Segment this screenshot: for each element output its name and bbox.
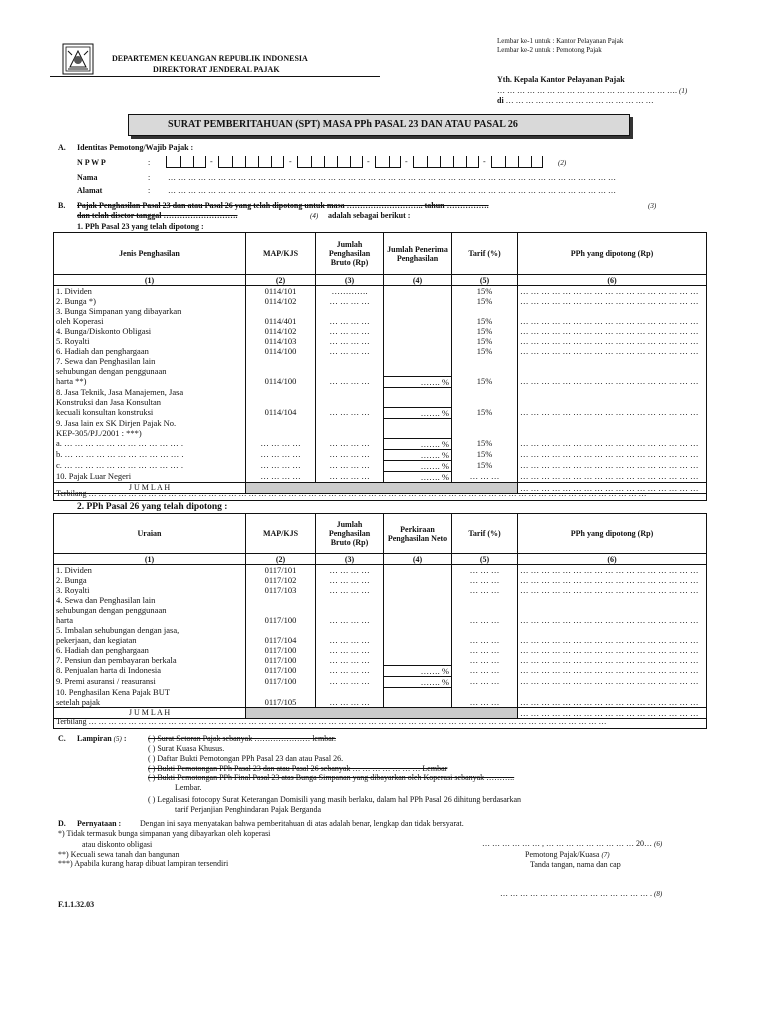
footnote-1: *) Tidak termasuk bunga simpanan yang dibayarkan oleh koperasi <box>58 829 271 838</box>
table-cell: 0114/102 <box>246 296 316 306</box>
table-cell[interactable]: … … … … … … … … … … … … … … … … … <box>518 565 707 576</box>
table-cell[interactable]: … … … … <box>316 697 384 708</box>
table-cell[interactable]: … … … … <box>316 615 384 625</box>
lampiran-item-6b: tarif Perjanjian Penghindaran Pajak Berganda <box>175 805 322 814</box>
table-cell[interactable]: … … … … <box>316 645 384 655</box>
table-cell: 9. Premi asuransi / reasuransi <box>54 676 246 687</box>
table-cell: sehubungan dengan penggunaan <box>54 366 246 376</box>
table-row <box>54 418 707 428</box>
table-cell: 4. Sewa dan Penghasilan lain <box>54 595 246 605</box>
table-cell[interactable] <box>316 605 384 615</box>
table-cell[interactable] <box>518 595 707 605</box>
table-cell: ……. % <box>384 376 452 387</box>
table-cell <box>452 306 518 316</box>
table-row <box>54 387 707 397</box>
table-cell <box>384 615 452 625</box>
table-cell[interactable]: … … … … … … … … … … … … … … … … … <box>518 676 707 687</box>
table-cell: … … … <box>452 655 518 665</box>
table-cell: … … … <box>452 645 518 655</box>
table-cell[interactable]: … … … … … … … … … … … … … … … … … <box>518 316 707 326</box>
table-cell <box>246 366 316 376</box>
nama-field[interactable]: … … … … … … … … … … … … … … … … … … … … … … … … … … … … … … … … … … … … … … … … … … … … … <box>168 173 616 182</box>
footnote-1b: atau diskonto obligasi <box>82 840 153 849</box>
table-cell[interactable]: … … … … … … … … … … … … … … … … … <box>518 697 707 708</box>
table-row <box>54 438 707 449</box>
table-cell <box>384 366 452 376</box>
footnote-3: ***) Apabila kurang harap dibuat lampiran tersendiri <box>58 859 229 868</box>
table-row <box>54 296 707 306</box>
table-cell: … … … … <box>246 438 316 449</box>
table-cell: 0114/104 <box>246 407 316 418</box>
table-cell[interactable] <box>316 687 384 697</box>
table-cell: c. … … … … … … … … … … … . <box>54 460 246 471</box>
table-cell[interactable]: … … … … … … … … … … … … … … … … … <box>518 655 707 665</box>
form-title: SURAT PEMBERITAHUAN (SPT) MASA PPh PASAL 23 DAN ATAU PASAL 26 <box>168 119 518 130</box>
table-cell: 6. Hadiah dan penghargaan <box>54 645 246 655</box>
table-row <box>54 336 707 346</box>
table-row <box>54 605 707 615</box>
table-cell: 6. Hadiah dan penghargaan <box>54 346 246 356</box>
table-row <box>54 376 707 387</box>
table-cell <box>384 356 452 366</box>
table-cell: 7. Sewa dan Penghasilan lain <box>54 356 246 366</box>
table-row <box>54 346 707 356</box>
table-cell: 15% <box>452 296 518 306</box>
lampiran-item-5[interactable]: ( ) Bukti Pemotongan PPh Final Pasal 23 atas Bunga Simpanan yang dibayarkan oleh Koperasi sebanyak ……….. <box>148 773 515 782</box>
table-cell[interactable]: … … … … … … … … … … … … … … … … … <box>518 346 707 356</box>
table-cell <box>384 635 452 645</box>
table2-caption: 2. PPh Pasal 26 yang telah dipotong : <box>77 502 228 512</box>
table-cell[interactable]: … … … … <box>316 316 384 326</box>
table-cell: 3. Bunga Simpanan yang dibayarkan <box>54 306 246 316</box>
table-cell: harta <box>54 615 246 625</box>
table-row <box>54 460 707 471</box>
table-cell: 8. Penjualan harta di Indonesia <box>54 665 246 676</box>
table-cell: … … … <box>452 676 518 687</box>
npwp-box-3[interactable] <box>297 156 363 168</box>
npwp-box-6[interactable] <box>491 156 543 168</box>
table-cell: ……. % <box>384 471 452 482</box>
table-cell[interactable]: … … … … <box>316 449 384 460</box>
alamat-label: Alamat <box>77 186 103 195</box>
table-row <box>54 615 707 625</box>
table1-total-value: … … … … … … … … … … … … … … … … … <box>518 482 707 493</box>
addressee-di: di … … … … … … … … … … … … … … … <box>497 96 654 105</box>
table-cell[interactable] <box>518 366 707 376</box>
table-cell: Konstruksi dan Jasa Konsultan <box>54 397 246 407</box>
table-cell: 0114/100 <box>246 376 316 387</box>
table-row <box>54 471 707 482</box>
table-cell: ……. % <box>384 676 452 687</box>
table-cell <box>384 418 452 428</box>
table-row <box>54 428 707 438</box>
table1-caption: 1. PPh Pasal 23 yang telah dipotong : <box>77 222 204 231</box>
agency-line2: DIREKTORAT JENDERAL PAJAK <box>153 65 280 74</box>
table-row <box>54 585 707 595</box>
table-cell[interactable]: … … … … <box>316 296 384 306</box>
table-cell: 15% <box>452 286 518 297</box>
table-cell[interactable]: … … … … … … … … … … … … … … … … … <box>518 438 707 449</box>
table-cell[interactable]: … … … … … … … … … … … … … … … … … <box>518 376 707 387</box>
table-cell[interactable] <box>316 428 384 438</box>
section-a-label: A. <box>58 143 66 152</box>
table-cell: … … … … <box>246 471 316 482</box>
table-row <box>54 625 707 635</box>
table-cell: 15% <box>452 460 518 471</box>
section-b-line2: dan telah disetor tanggal ………………………. <box>77 211 238 220</box>
table-cell[interactable] <box>518 625 707 635</box>
table-row <box>54 306 707 316</box>
table-cell[interactable]: … … … … <box>316 376 384 387</box>
npwp-box-4[interactable] <box>375 156 401 168</box>
table-cell: 0117/100 <box>246 615 316 625</box>
table-cell <box>246 387 316 397</box>
statement-text: Dengan ini saya menyatakan bahwa pemberitahuan di atas adalah benar, lengkap dan tidak bersyarat. <box>140 819 464 828</box>
lampiran-item-6[interactable]: ( ) Legalisasi fotocopy Surat Keterangan Domisili yang masih berlaku, dalam hal PPh Pasal 26 dihitung berdasarkan <box>148 795 522 804</box>
section-c-title: Lampiran (5) : <box>77 734 127 743</box>
table-row <box>54 449 707 460</box>
table-cell: KEP-305/PJ./2001 : ***) <box>54 428 246 438</box>
table-cell: 15% <box>452 438 518 449</box>
table-cell[interactable]: … … … … … … … … … … … … … … … … … <box>518 296 707 306</box>
table-cell: 4. Bunga/Diskonto Obligasi <box>54 326 246 336</box>
table-cell[interactable]: … … … … … … … … … … … … … … … … … <box>518 407 707 418</box>
sign-note: Tanda tangan, nama dan cap <box>530 860 621 869</box>
table-cell: … … … … <box>246 460 316 471</box>
section-b-line2b: adalah sebagai berikut : <box>328 211 411 220</box>
table-cell[interactable]: … … … … <box>316 326 384 336</box>
table-cell <box>246 595 316 605</box>
table-row <box>54 676 707 687</box>
section-c-label: C. <box>58 734 66 743</box>
table1-terbilang[interactable]: Terbilang … … … … … … … … … … … … … … … … … … … … … … … … … … … … … … … … … … … … … … … … … … … … … … … … … … … … … … … … <box>56 489 647 498</box>
agency-line1: DEPARTEMEN KEUANGAN REPUBLIK INDONESIA <box>112 54 308 63</box>
table-cell: kecuali konsultan konstruksi <box>54 407 246 418</box>
table-cell[interactable] <box>518 687 707 697</box>
table-cell[interactable]: … … … … … … … … … … … … … … … … … <box>518 286 707 297</box>
table-cell[interactable]: … … … … … … … … … … … … … … … … … <box>518 575 707 585</box>
table-cell[interactable]: … … … … <box>316 460 384 471</box>
table-cell: 1. Dividen <box>54 565 246 576</box>
table-cell: ……. % <box>384 407 452 418</box>
table-cell <box>246 605 316 615</box>
table-cell: 15% <box>452 336 518 346</box>
table-cell[interactable]: … … … … … … … … … … … … … … … … … <box>518 665 707 676</box>
table2-total-value: … … … … … … … … … … … … … … … … … <box>518 708 707 719</box>
table-cell <box>452 387 518 397</box>
table-cell <box>246 687 316 697</box>
table-cell: sehubungan dengan penggunaan <box>54 605 246 615</box>
table-cell: … … … … <box>246 449 316 460</box>
table-cell <box>384 585 452 595</box>
table-cell: 0114/100 <box>246 346 316 356</box>
lampiran-item-3[interactable]: ( ) Daftar Bukti Pemotongan PPh Pasal 23 dan atau Pasal 26. <box>148 754 344 763</box>
table-cell[interactable] <box>316 595 384 605</box>
table-row <box>54 595 707 605</box>
ministry-emblem-logo <box>62 43 94 75</box>
table-cell: harta **) <box>54 376 246 387</box>
npwp-label: N P W P <box>77 158 106 167</box>
table-cell <box>384 428 452 438</box>
nama-label: Nama <box>77 173 98 182</box>
table-cell: … … … <box>452 665 518 676</box>
table-cell: 15% <box>452 346 518 356</box>
table-cell: 0114/103 <box>246 336 316 346</box>
table-cell[interactable]: … … … … … … … … … … … … … … … … … <box>518 585 707 595</box>
table-row <box>54 407 707 418</box>
table-row <box>54 655 707 665</box>
table-cell: … … … <box>452 635 518 645</box>
table-row <box>54 697 707 708</box>
table-cell <box>452 687 518 697</box>
table-cell: ……. % <box>384 665 452 676</box>
table-cell: … … … <box>452 615 518 625</box>
table-cell: 7. Pensiun dan pembayaran berkala <box>54 655 246 665</box>
lampiran-item-4[interactable]: ( ) Bukti Pemotongan PPh Pasal 23 dan atau Pasal 26 sebanyak … … … … … … … Lembar <box>148 764 448 773</box>
pph23-table: Jenis Penghasilan MAP/KJS Jumlah Penghasilan Bruto (Rp) Jumlah Penerima Penghasilan Tarif (%) PPh yang dipotong (Rp) (1) (2) (3) (4) (5) (6) 1. Dividen 0114/101 …………. 15% … … … … … … … … … … … … … … … … … 2. Bunga *) 0114/102 … … … … 15% … … … … … … … … … … … … … … … … … 3. Bunga Simpanan yang dibayarkan oleh Koperasi 0114/401 … … … … 15% … … … … … … … … … … … … … … … … … 4. Bunga/Diskonto Obligasi 0114/102 … … … … 15% … … … … … … … … … … … … … … … … … 5. Royalti 0114/103 … … … … 15% … … … … … … … … … … … … … … … … … 6. Hadiah dan penghargaan 0114/100 … … … … 15% … … … … … … … … … … … … … … … … … 7. Sewa dan Penghasilan lain sehubungan dengan penggunaan harta **) 0114/100 … … … … ……. % 15% … … … … … … … … … … … … … … … … … 8. Jasa Teknik, Jasa Manajemen, Jasa Konstruksi dan Jasa Konsultan kecuali konsultan konstruksi 0114/104 … … … … ……. % 15% … … … … … … … … … … … … … … … … … 9. Jasa lain ex SK Dirjen Pajak No. KEP-305/PJ./2001 : ***) a. … … … … … … … … … … … . … … … … … … … … ……. % 15% … … … … … … … … … … … … … … … … … b. … … … … … … … … … … … . … … … … … … … … ……. % 15% … … … … … … … … … … … … … … … … … c. … … … … … … … … … … … . … … … … … … … … ……. % 15% … … … … … … … … … … … … … … … … … 10. Pajak Luar Negeri … … … … … … … … ……. % … … … … … … … … … … … … … … … … … … … … J U M L A H … … … … … … … … … … … … … … … … … <box>53 232 707 494</box>
table-cell: 15% <box>452 407 518 418</box>
table-cell: 2. Bunga *) <box>54 296 246 306</box>
table-cell[interactable]: … … … … … … … … … … … … … … … … … <box>518 326 707 336</box>
table-cell: 0114/101 <box>246 286 316 297</box>
table-cell: 5. Royalti <box>54 336 246 346</box>
table-cell[interactable]: … … … … <box>316 575 384 585</box>
section-d-title: Pernyataan : <box>77 819 122 828</box>
table-cell: 0117/100 <box>246 665 316 676</box>
table-cell: … … … <box>452 565 518 576</box>
section-d-label: D. <box>58 819 66 828</box>
table-row <box>54 575 707 585</box>
table-cell <box>246 356 316 366</box>
table-cell: 15% <box>452 326 518 336</box>
table-cell <box>384 595 452 605</box>
table-cell <box>246 397 316 407</box>
table-cell: 8. Jasa Teknik, Jasa Manajemen, Jasa <box>54 387 246 397</box>
table-cell <box>452 356 518 366</box>
table-cell <box>384 687 452 697</box>
npwp-box-5[interactable] <box>413 156 479 168</box>
table-row <box>54 635 707 645</box>
table-cell: pekerjaan, dan kegiatan <box>54 635 246 645</box>
copy-note-2: Lembar ke-2 untuk : Pemotong Pajak <box>497 46 602 54</box>
table-cell[interactable]: … … … … <box>316 438 384 449</box>
table-cell[interactable] <box>316 306 384 316</box>
table-cell: … … … <box>452 585 518 595</box>
table-cell[interactable] <box>316 418 384 428</box>
table-row <box>54 565 707 576</box>
table-cell: 0117/100 <box>246 676 316 687</box>
table-cell <box>384 346 452 356</box>
table-row <box>54 665 707 676</box>
table-cell[interactable]: … … … … <box>316 336 384 346</box>
table-row <box>54 286 707 297</box>
table-cell[interactable]: … … … … … … … … … … … … … … … … … <box>518 336 707 346</box>
table-cell[interactable]: … … … … … … … … … … … … … … … … … <box>518 460 707 471</box>
table-cell[interactable] <box>518 397 707 407</box>
table-cell[interactable]: … … … … <box>316 676 384 687</box>
lampiran-item-2[interactable]: ( ) Surat Kuasa Khusus. <box>148 744 225 753</box>
table-cell[interactable]: … … … … … … … … … … … … … … … … … <box>518 449 707 460</box>
table-row <box>54 645 707 655</box>
table-cell[interactable] <box>518 356 707 366</box>
table-cell <box>452 595 518 605</box>
copy-note-1: Lembar ke-1 untuk : Kantor Pelayanan Pajak <box>497 37 624 45</box>
table-cell[interactable] <box>316 625 384 635</box>
table-cell[interactable] <box>316 366 384 376</box>
table-cell: b. … … … … … … … … … … … . <box>54 449 246 460</box>
table-cell[interactable] <box>316 356 384 366</box>
section-b-label: B. <box>58 201 66 210</box>
table-cell: 0117/101 <box>246 565 316 576</box>
table-cell: 15% <box>452 316 518 326</box>
table-cell[interactable]: … … … … <box>316 346 384 356</box>
npwp-box-2[interactable] <box>218 156 284 168</box>
lampiran-item-5b: Lembar. <box>175 783 202 792</box>
table-cell <box>384 565 452 576</box>
table-cell[interactable]: … … … … … … … … … … … … … … … … … <box>518 645 707 655</box>
table-row <box>54 366 707 376</box>
table-cell: … … … <box>452 575 518 585</box>
table-cell <box>246 306 316 316</box>
table-cell <box>384 316 452 326</box>
table-cell <box>384 655 452 665</box>
table2-terbilang[interactable]: Terbilang … … … … … … … … … … … … … … … … … … … … … … … … … … … … … … … … … … … … … … … … … … … … … … … … … … … … <box>56 717 607 726</box>
table-cell: 15% <box>452 449 518 460</box>
table-cell[interactable]: … … … … <box>316 635 384 645</box>
table-cell: ……. % <box>384 438 452 449</box>
table-cell: 0117/100 <box>246 655 316 665</box>
table-cell[interactable] <box>518 306 707 316</box>
table-cell: 1. Dividen <box>54 286 246 297</box>
table-row <box>54 687 707 697</box>
table-cell[interactable]: … … … … … … … … … … … … … … … … … <box>518 471 707 482</box>
table-cell <box>452 418 518 428</box>
npwp-box-1[interactable] <box>166 156 206 168</box>
footnote-2: **) Kecuali sewa tanah dan bangunan <box>58 850 180 859</box>
table-cell <box>384 625 452 635</box>
table-cell <box>384 697 452 708</box>
table-cell[interactable] <box>316 397 384 407</box>
addressee-title: Yth. Kepala Kantor Pelayanan Pajak <box>497 75 625 84</box>
section-b-line1: Pajak Penghasilan Pasal 23 dan atau Pasal 26 yang telah dipotong untuk masa ……………………….. tahun ……………. <box>77 201 489 210</box>
table-cell: 0117/105 <box>246 697 316 708</box>
table-cell: 0114/102 <box>246 326 316 336</box>
table-row <box>54 316 707 326</box>
table-cell: 3. Royalti <box>54 585 246 595</box>
table-cell[interactable]: …………. <box>316 286 384 297</box>
table-cell <box>452 366 518 376</box>
table-cell <box>384 397 452 407</box>
table-cell: 15% <box>452 376 518 387</box>
table-cell <box>384 296 452 306</box>
table-cell: ……. % <box>384 460 452 471</box>
table-cell <box>246 428 316 438</box>
table-cell <box>384 286 452 297</box>
section-a-title: Identitas Pemotong/Wajib Pajak : <box>77 143 194 152</box>
table-cell[interactable] <box>518 605 707 615</box>
signature-date[interactable]: … … … … … … , … … … … … … … … … 20… (6) <box>482 839 663 848</box>
table-cell <box>384 306 452 316</box>
table-cell <box>384 605 452 615</box>
table-cell: oleh Koperasi <box>54 316 246 326</box>
table-cell[interactable] <box>316 387 384 397</box>
table-cell: 10. Penghasilan Kena Pajak BUT <box>54 687 246 697</box>
table-cell: 0117/102 <box>246 575 316 585</box>
signature-line[interactable]: … … … … … … … … … … … … … … … . (8) <box>500 889 663 898</box>
addressee-dots: … … … … … … … … … … … … … … … … … …. (1) <box>497 86 688 95</box>
table-cell <box>384 326 452 336</box>
table-cell: 0117/103 <box>246 585 316 595</box>
table-cell[interactable]: … … … … <box>316 565 384 576</box>
table-cell[interactable]: … … … … <box>316 655 384 665</box>
table-cell[interactable]: … … … … <box>316 665 384 676</box>
alamat-field[interactable]: … … … … … … … … … … … … … … … … … … … … … … … … … … … … … … … … … … … … … … … … … … … … … <box>168 186 616 195</box>
table-cell: ……. % <box>384 449 452 460</box>
table-cell[interactable] <box>518 418 707 428</box>
table-cell <box>384 336 452 346</box>
table-cell: 5. Imbalan sehubungan dengan jasa, <box>54 625 246 635</box>
table-cell: setelah pajak <box>54 697 246 708</box>
table-cell[interactable] <box>518 428 707 438</box>
table1-total-label: J U M L A H <box>54 482 246 493</box>
table2-total-label: J U M L A H <box>54 708 246 719</box>
table-cell: 2. Bunga <box>54 575 246 585</box>
table-cell <box>452 397 518 407</box>
table-cell: 0117/104 <box>246 635 316 645</box>
table-cell: … … … <box>452 471 518 482</box>
table-cell[interactable] <box>518 387 707 397</box>
table-cell <box>246 625 316 635</box>
pph26-table: Uraian MAP/KJS Jumlah Penghasilan Bruto (Rp) Perkiraan Penghasilan Neto Tarif (%) PPh yang dipotong (Rp) (1) (2) (3) (4) (5) (6) 1. Dividen 0117/101 … … … … … … … … … … … … … … … … … … … … … … … … 2. Bunga 0117/102 … … … … … … … … … … … … … … … … … … … … … … … … 3. Royalti 0117/103 … … … … … … … … … … … … … … … … … … … … … … … … 4. Sewa dan Penghasilan lain sehubungan dengan penggunaan harta 0117/100 … … … … … … … … … … … … … … … … … … … … … … … … 5. Imbalan sehubungan dengan jasa, pekerjaan, dan kegiatan 0117/104 … … … … … … … … … … … … … … … … … … … … … … … … 6. Hadiah dan penghargaan 0117/100 … … … … … … … … … … … … … … … … … … … … … … … … 7. Pensiun dan pembayaran berkala 0117/100 … … … … … … … … … … … … … … … … … … … … … … … … 8. Penjualan harta di Indonesia 0117/100 … … … … ……. % … … … … … … … … … … … … … … … … … … … … 9. Premi asuransi / reasuransi 0117/100 … … … … ……. % … … … … … … … … … … … … … … … … … … … … 10. Penghasilan Kena Pajak BUT setelah pajak 0117/105 … … … … … … … … … … … … … … … … … … … … … … … … J U M L A H … … … … … … … … … … … … … … … … … <box>53 513 707 719</box>
table-cell: 0117/100 <box>246 645 316 655</box>
table-cell[interactable]: … … … … <box>316 407 384 418</box>
table-cell: 10. Pajak Luar Negeri <box>54 471 246 482</box>
table-cell <box>452 625 518 635</box>
table-cell[interactable]: … … … … … … … … … … … … … … … … … <box>518 635 707 645</box>
table-cell <box>384 575 452 585</box>
table-row <box>54 326 707 336</box>
table-cell[interactable]: … … … … <box>316 471 384 482</box>
table-cell: a. … … … … … … … … … … … . <box>54 438 246 449</box>
table-cell <box>452 428 518 438</box>
table-cell[interactable]: … … … … … … … … … … … … … … … … … <box>518 615 707 625</box>
table-cell[interactable]: … … … … <box>316 585 384 595</box>
table-cell <box>246 418 316 428</box>
signer-label: Pemotong Pajak/Kuasa (7) <box>525 850 610 859</box>
table-row <box>54 397 707 407</box>
form-code: F.1.1.32.03 <box>58 900 95 909</box>
table-cell <box>384 387 452 397</box>
table-row <box>54 356 707 366</box>
col-header: Jenis Penghasilan <box>54 233 246 275</box>
table-cell <box>384 645 452 655</box>
table-cell: 9. Jasa lain ex SK Dirjen Pajak No. <box>54 418 246 428</box>
lampiran-item-1[interactable]: ( ) Surat Setoran Pajak sebanyak ………………… lembar. <box>148 734 336 743</box>
table-cell <box>452 605 518 615</box>
table-cell: … … … <box>452 697 518 708</box>
table-cell: 0114/401 <box>246 316 316 326</box>
